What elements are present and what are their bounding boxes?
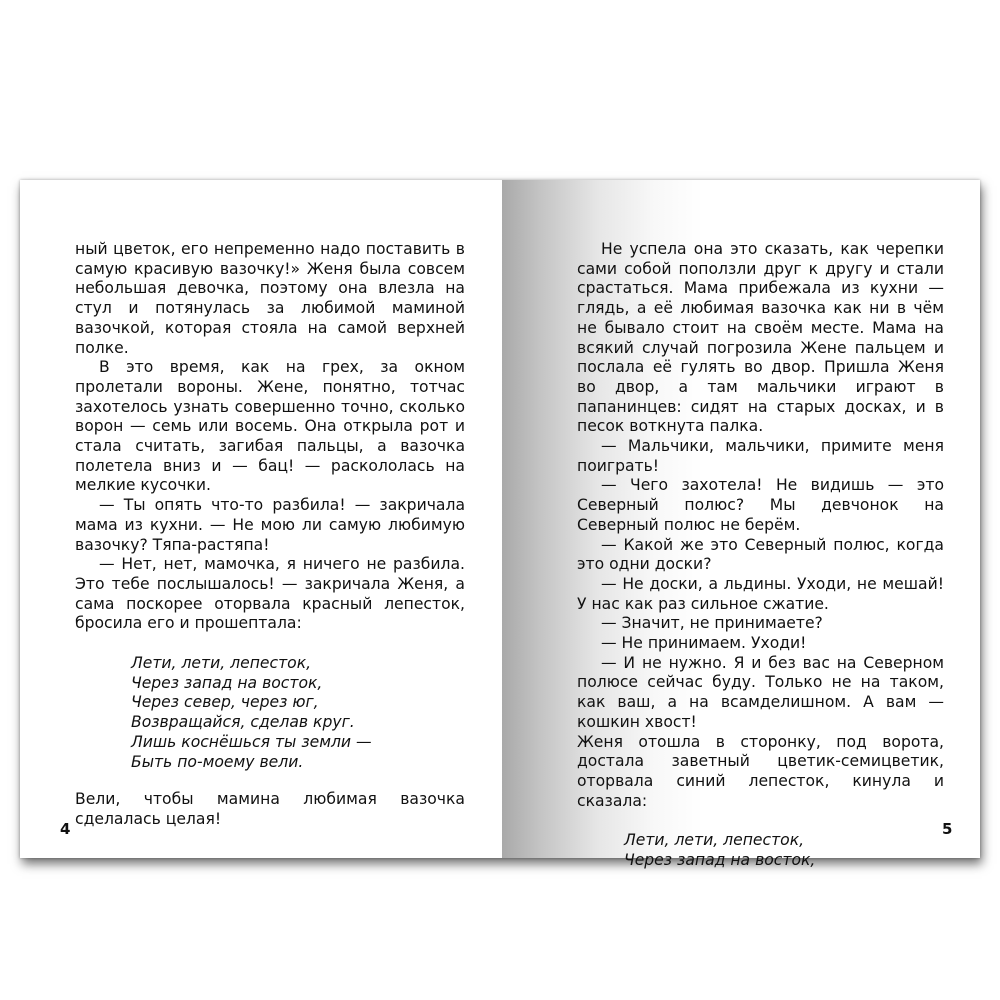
- paragraph: В это время, как на грех, за окном пролетали вороны. Жене, понятно, тотчас захотелось узнать совершенно точно, сколько ворон — семь или восемь. Она открыла рот и стала считать, загибая пальцы, а вазочка полетела вниз и — бац! — раскололась на мелкие кусочки.: [75, 358, 465, 495]
- poem-line: Лети, лети, лепесток,: [624, 831, 805, 850]
- poem-line: Лети, лети, лепесток,: [131, 654, 312, 673]
- paragraph: — Чего захотела! Не видишь — это Северный полюс? Мы девчонок на Северный полюс не берём.: [577, 476, 944, 534]
- paragraph: — Значит, не принимаете?: [601, 614, 823, 633]
- poem-line: Быть по-моему вели.: [131, 752, 304, 771]
- left-page-text: [75, 240, 465, 830]
- left-page: [20, 180, 502, 858]
- paragraph: — Не принимаем. Уходи!: [601, 634, 807, 653]
- paragraph: Женя отошла в сторонку, под ворота, достала заветный цветик-семицветик, оторвала синий лепесток, кинула и сказала:: [577, 732, 944, 810]
- paragraph: ный цветок, его непременно надо поставить в самую красивую вазочку!» Женя была совсем небольшая девочка, поэтому она влезла на стул и потянулась за любимой маминой вазочкой, которая стояла на самой верхней полке.: [75, 240, 465, 357]
- poem-line: Через север, через юг,: [131, 693, 319, 712]
- paragraph: — Нет, нет, мамочка, я ничего не разбила. Это тебе послышалось! — закричала Женя, а сама поскорее оторвала красный лепесток, бросила его и прошептала:: [75, 555, 465, 633]
- paragraph: — И не нужно. Я и без вас на Северном полюсе сейчас буду. Только не на таком, как ваш, а на всамделишном. А вам — кошкин хвост!: [577, 653, 944, 731]
- poem-line: Через запад на восток,: [624, 851, 816, 870]
- poem: [624, 831, 944, 870]
- right-page: [502, 180, 980, 870]
- paragraph: — Ты опять что-то разбила! — закричала мама из кухни. — Не мою ли самую любимую вазочку? Тяпа-растяпа!: [75, 496, 465, 554]
- open-book: [20, 180, 980, 870]
- paragraph: — Какой же это Северный полюс, когда это одни доски?: [577, 535, 944, 574]
- poem: [131, 654, 465, 772]
- paragraph: Вели, чтобы мамина любимая вазочка сделалась целая!: [75, 790, 465, 828]
- poem-line: Лишь коснёшься ты земли —: [131, 732, 372, 751]
- paragraph: Не успела она это сказать, как черепки сами собой поползли друг к другу и стали срастаться. Мама прибежала из кухни — глядь, а её любимая вазочка как ни в чём не бывало стоит на своём месте. Мама на всякий случай погрозила Жене пальцем и послала её гулять во двор. Пришла Женя во двор, а там мальчики играют в папанинцев: сидят на старых досках, и в песок воткнута палка.: [577, 240, 944, 436]
- poem-line: Возвращайся, сделав круг.: [131, 713, 355, 732]
- page-number: 5: [942, 820, 953, 838]
- poem-line: Через запад на восток,: [131, 673, 323, 692]
- paragraph: — Мальчики, мальчики, примите меня поиграть!: [577, 437, 944, 475]
- page-number: 4: [60, 820, 71, 838]
- paragraph: — Не доски, а льдины. Уходи, не мешай! У нас как раз сильное сжатие.: [577, 574, 944, 613]
- right-page-text: [577, 240, 944, 889]
